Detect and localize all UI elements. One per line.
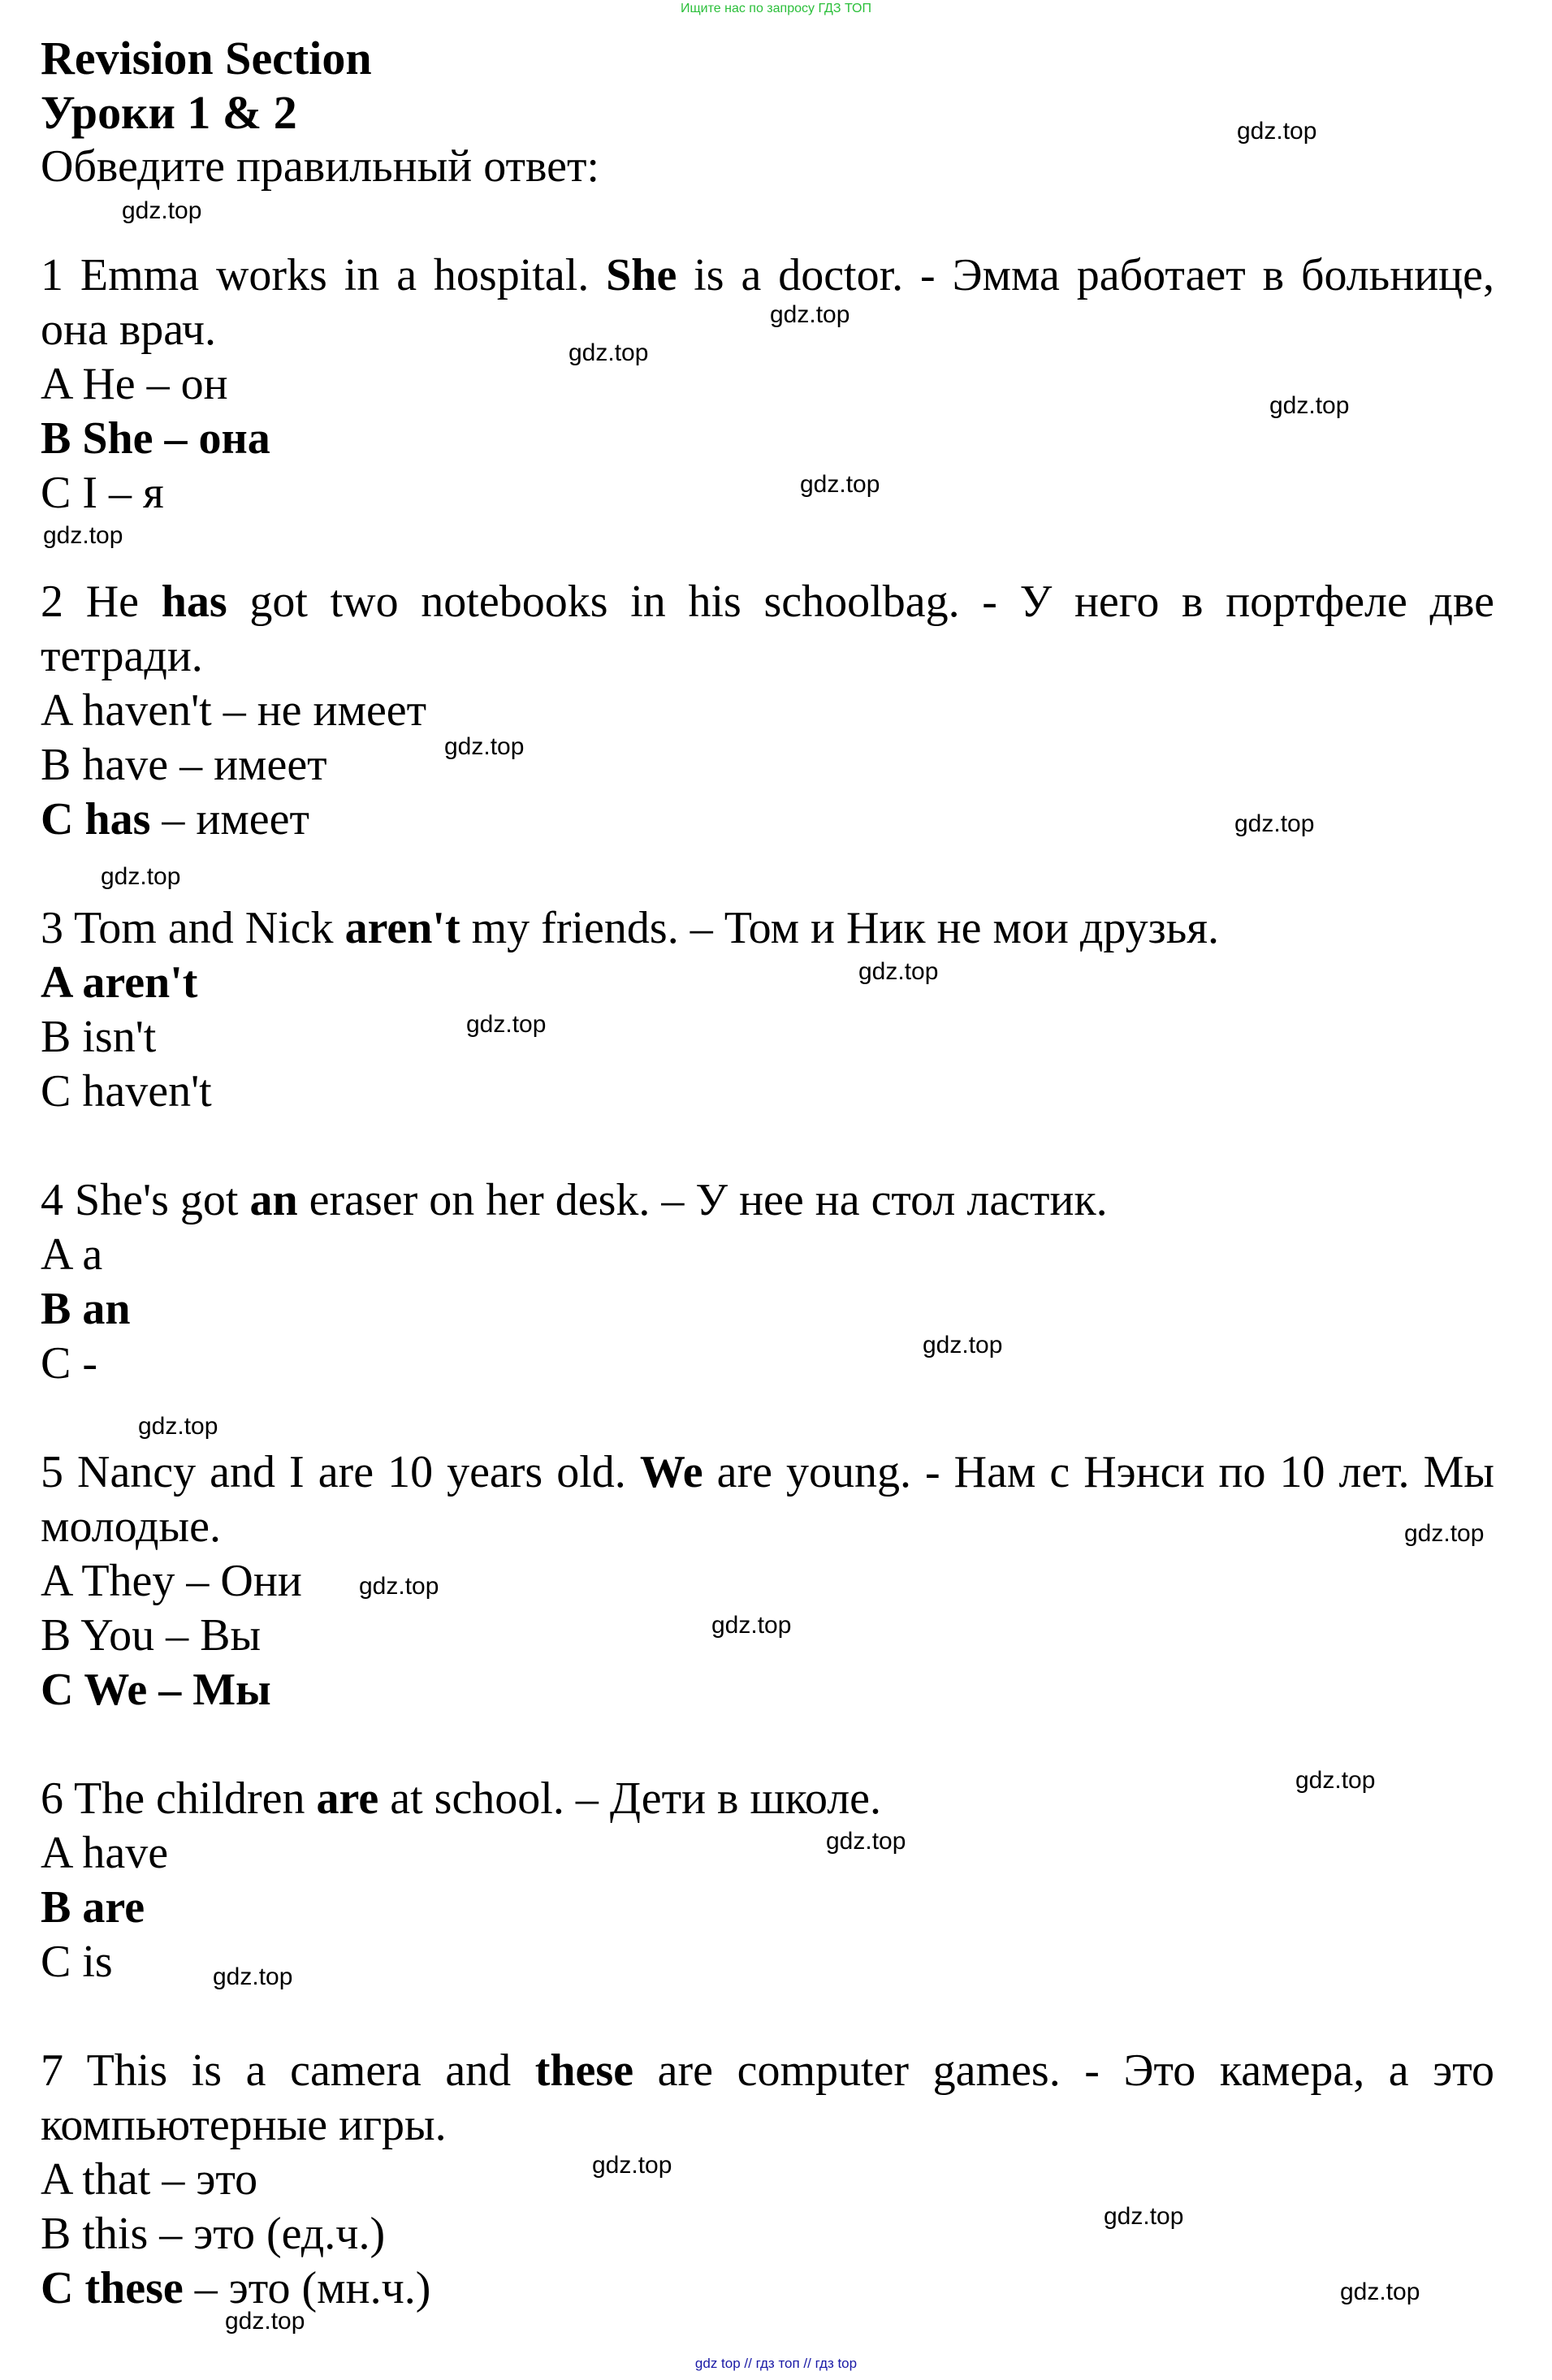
option-text: C - — [41, 1338, 97, 1389]
answer-option[interactable] — [41, 1337, 1494, 1391]
answer-option[interactable] — [41, 738, 1494, 793]
question-block — [41, 575, 1494, 847]
answer-option[interactable] — [41, 412, 1494, 466]
watermark-text: gdz.top — [43, 522, 123, 549]
answer-option[interactable] — [41, 1228, 1494, 1282]
question-emphasis: these — [534, 2045, 634, 2096]
watermark-text: gdz.top — [711, 1612, 792, 1639]
answer-option[interactable] — [41, 1010, 1494, 1065]
question-emphasis: We — [639, 1447, 703, 1497]
answer-option[interactable] — [41, 1881, 1494, 1935]
option-text: A that – это — [41, 2154, 258, 2205]
watermark-text: gdz.top — [592, 2152, 672, 2179]
answer-option[interactable] — [41, 956, 1494, 1010]
option-text: B isn't — [41, 1012, 157, 1062]
question-emphasis: aren't — [344, 903, 460, 953]
question-text: 4 She's got — [41, 1175, 250, 1225]
option-emphasis: C has — [41, 794, 151, 844]
question-text: 7 This is a camera and — [41, 2045, 535, 2096]
watermark-text: gdz.top — [770, 301, 850, 328]
option-text: C is — [41, 1937, 113, 1987]
answer-option[interactable] — [41, 1663, 1494, 1717]
watermark-text: gdz.top — [225, 2308, 305, 2335]
questions-list — [41, 248, 1494, 2316]
watermark-text: gdz.top — [359, 1573, 439, 1600]
watermark-text: gdz.top — [122, 197, 202, 224]
watermark-text: gdz.top — [1269, 392, 1350, 419]
answer-option[interactable] — [41, 2153, 1494, 2207]
question-emphasis: an — [249, 1175, 298, 1225]
option-text: C I – я — [41, 468, 164, 518]
watermark-text: gdz.top — [568, 339, 649, 366]
watermark-text: gdz.top — [826, 1828, 906, 1855]
option-text: A haven't – не имеет — [41, 685, 427, 736]
watermark-text: gdz.top — [1237, 118, 1317, 145]
question-text: is a doctor. - Эмма работает в больнице, она врач. — [41, 250, 1494, 355]
option-emphasis: C these — [41, 2263, 184, 2313]
option-text: – имеет — [150, 794, 309, 844]
question-text — [41, 1445, 1494, 1554]
watermark-text: gdz.top — [858, 958, 939, 985]
lesson-subtitle: Уроки 1 & 2 — [41, 86, 297, 139]
watermark-text: gdz.top — [138, 1413, 218, 1440]
question-text: got two notebooks in his schoolbag. - У него в портфеле две тетради. — [41, 577, 1495, 681]
question-text: 2 He — [41, 577, 162, 627]
option-text: A He – он — [41, 359, 228, 409]
question-text — [41, 901, 1494, 956]
option-emphasis: C We – Мы — [41, 1665, 271, 1715]
watermark-text: gdz.top — [1234, 810, 1315, 837]
option-text: – это (мн.ч.) — [183, 2263, 431, 2313]
question-emphasis: are — [316, 1773, 379, 1824]
question-text: 1 Emma works in a hospital. — [41, 250, 607, 300]
question-text: 3 Tom and Nick — [41, 903, 345, 953]
question-text: 5 Nancy and I are 10 years old. — [41, 1447, 640, 1497]
question-text: eraser on her desk. – У нее на стол ластик. — [297, 1175, 1108, 1225]
answer-option[interactable] — [41, 1554, 1494, 1609]
watermark-text: gdz.top — [444, 733, 525, 760]
question-text: at school. – Дети в школе. — [378, 1773, 882, 1824]
top-banner: Ищите нас по запросу ГДЗ ТОП — [681, 2, 871, 15]
option-emphasis: B She – она — [41, 413, 270, 464]
question-text — [41, 1173, 1494, 1228]
watermark-text: gdz.top — [1295, 1767, 1376, 1794]
option-text: A a — [41, 1229, 103, 1280]
option-text: B this – это (ед.ч.) — [41, 2209, 386, 2259]
option-text: B have – имеет — [41, 740, 327, 790]
answer-option[interactable] — [41, 2207, 1494, 2261]
watermark-text: gdz.top — [466, 1011, 547, 1038]
question-block — [41, 1772, 1494, 1989]
question-text: are young. - Нам с Нэнси по 10 лет. Мы молодые. — [41, 1447, 1494, 1552]
option-emphasis: A aren't — [41, 957, 198, 1008]
watermark-text: gdz.top — [1340, 2278, 1420, 2305]
answer-option[interactable] — [41, 1282, 1494, 1337]
watermark-text: gdz.top — [1104, 2203, 1184, 2230]
answer-option[interactable] — [41, 1826, 1494, 1881]
option-emphasis: B are — [41, 1882, 145, 1933]
question-block — [41, 248, 1494, 520]
question-text — [41, 575, 1494, 684]
question-emphasis: She — [606, 250, 677, 300]
question-text: are computer games. - Это камера, а это компьютерные игры. — [41, 2045, 1494, 2150]
option-text: A They – Они — [41, 1556, 302, 1606]
watermark-text: gdz.top — [1404, 1520, 1485, 1547]
watermark-text: gdz.top — [213, 1963, 293, 1990]
answer-option[interactable] — [41, 684, 1494, 738]
watermark-text: gdz.top — [923, 1332, 1003, 1358]
watermark-text: gdz.top — [800, 471, 880, 498]
bottom-banner: gdz top // гдз топ // гдз top — [694, 2356, 858, 2371]
instruction-text: Обведите правильный ответ: — [41, 141, 599, 192]
option-text: B You – Вы — [41, 1610, 262, 1661]
question-block — [41, 1173, 1494, 1391]
option-text: A have — [41, 1828, 169, 1878]
option-emphasis: B an — [41, 1284, 131, 1334]
option-text: C haven't — [41, 1066, 212, 1117]
question-emphasis: has — [161, 577, 227, 627]
question-text — [41, 2044, 1494, 2153]
question-block — [41, 2044, 1494, 2316]
watermark-text: gdz.top — [101, 863, 181, 890]
question-block — [41, 1445, 1494, 1717]
question-text — [41, 1772, 1494, 1826]
question-text: 6 The children — [41, 1773, 317, 1824]
answer-option[interactable] — [41, 1065, 1494, 1119]
question-text: my friends. – Том и Ник не мои друзья. — [460, 903, 1220, 953]
question-text — [41, 248, 1494, 357]
section-title: Revision Section — [41, 32, 372, 84]
answer-option[interactable] — [41, 466, 1494, 520]
question-block — [41, 901, 1494, 1119]
